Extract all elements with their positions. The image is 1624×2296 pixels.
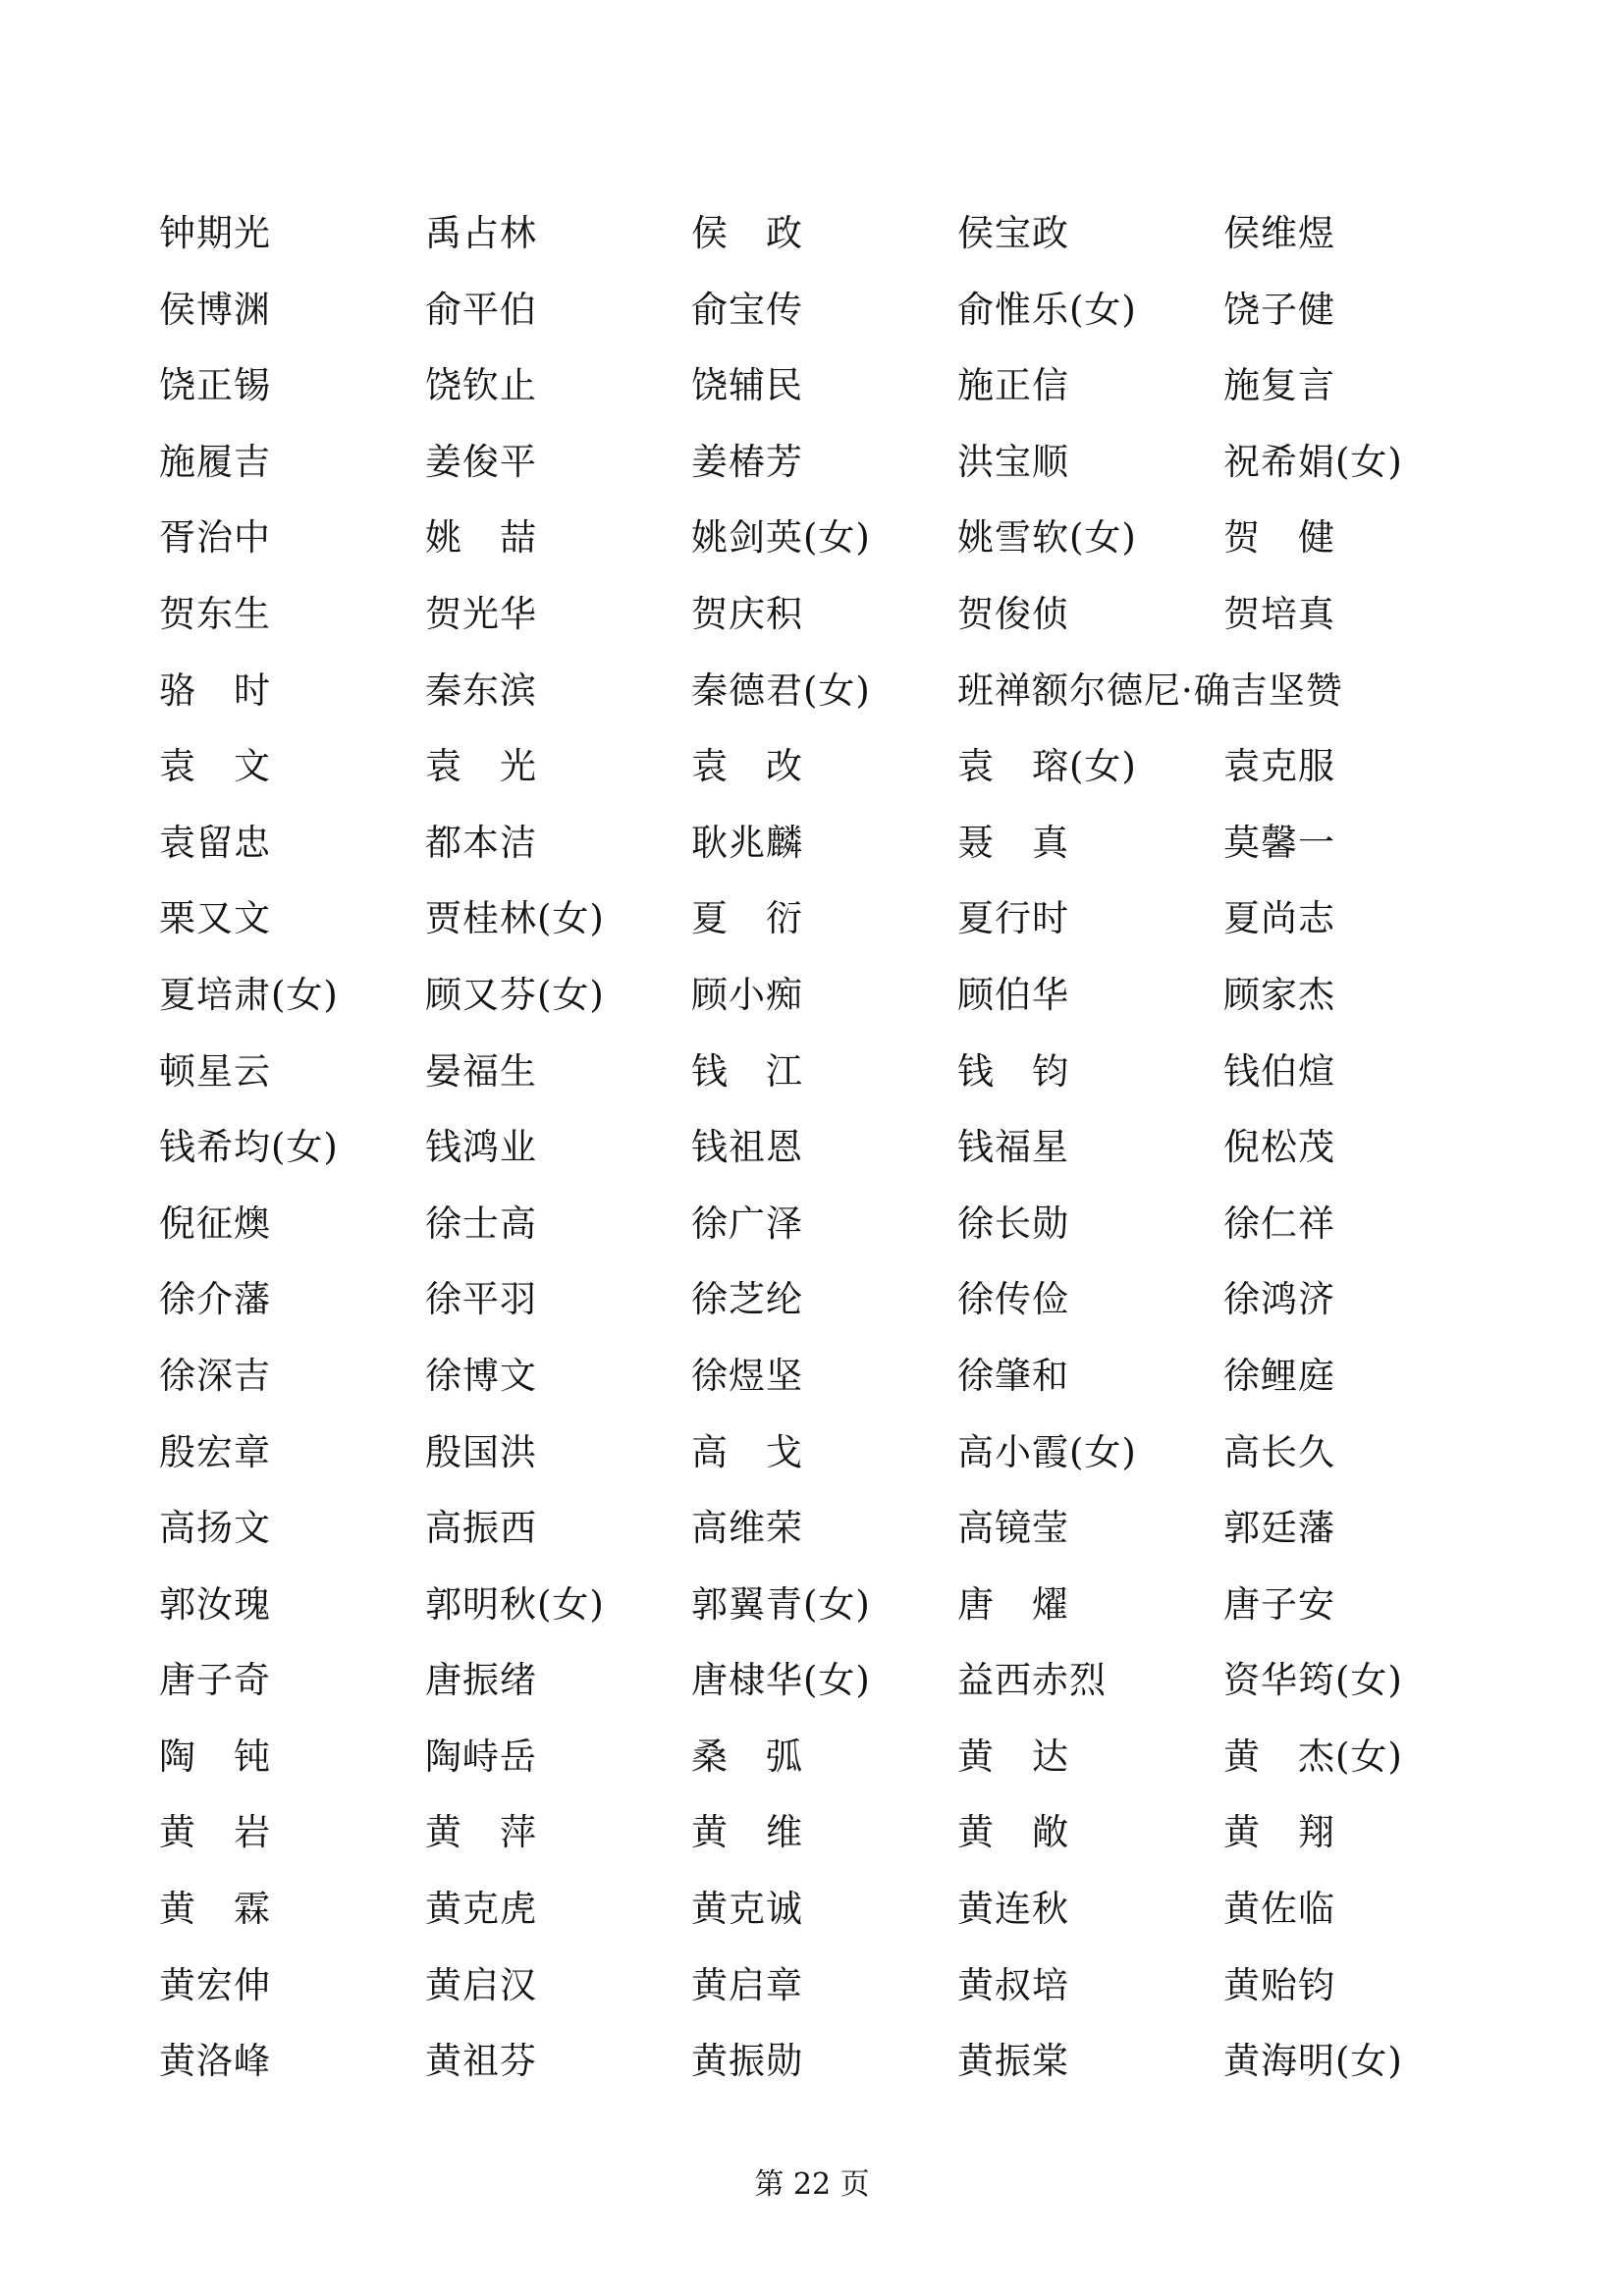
name-entry: 贾桂林(女) bbox=[425, 897, 605, 940]
name-entry: 饶子健 bbox=[1223, 288, 1335, 331]
name-entry: 黄洛峰 bbox=[159, 2040, 271, 2083]
name-entry: 黄 敞 bbox=[957, 1811, 1069, 1854]
name-entry: 高镜莹 bbox=[957, 1507, 1069, 1550]
name-entry: 禹占林 bbox=[425, 212, 537, 254]
name-entry: 顾小痴 bbox=[691, 973, 803, 1016]
name-entry: 贺东生 bbox=[159, 592, 271, 635]
name-entry: 倪征燠 bbox=[159, 1201, 271, 1245]
name-entry: 徐深吉 bbox=[159, 1354, 271, 1397]
name-entry: 黄海明(女) bbox=[1223, 2040, 1403, 2083]
name-entry: 郭翼青(女) bbox=[691, 1582, 871, 1626]
name-entry: 袁 光 bbox=[425, 745, 537, 788]
name-entry: 钱 钧 bbox=[957, 1049, 1069, 1093]
name-entry: 黄克虎 bbox=[425, 1888, 537, 1931]
name-entry: 俞宝传 bbox=[691, 288, 803, 331]
name-entry: 袁 瑢(女) bbox=[957, 745, 1137, 788]
name-entry: 贺培真 bbox=[1223, 592, 1335, 635]
name-entry: 钱伯煊 bbox=[1223, 1049, 1335, 1093]
name-entry: 夏行时 bbox=[957, 897, 1069, 940]
name-entry: 郭汝瑰 bbox=[159, 1582, 271, 1626]
name-entry: 班禅额尔德尼·确吉坚赞 bbox=[957, 668, 1343, 712]
name-entry: 黄 岩 bbox=[159, 1811, 271, 1854]
name-entry bbox=[1223, 661, 1534, 737]
name-entry: 高小霞(女) bbox=[957, 1430, 1137, 1473]
name-entry: 贺 健 bbox=[1223, 516, 1335, 560]
name-entry: 夏 衍 bbox=[691, 897, 803, 940]
name-entry: 高振西 bbox=[425, 1507, 537, 1550]
name-entry: 姚雪软(女) bbox=[957, 516, 1137, 560]
name-entry: 资华筠(女) bbox=[1223, 1659, 1403, 1702]
name-entry: 钱祖恩 bbox=[691, 1126, 803, 1169]
name-entry: 侯维煜 bbox=[1223, 212, 1335, 254]
name-entry: 高扬文 bbox=[159, 1507, 271, 1550]
name-entry: 郭明秋(女) bbox=[425, 1582, 605, 1626]
name-entry: 钟期光 bbox=[159, 212, 271, 254]
name-entry: 侯 政 bbox=[691, 212, 803, 254]
name-entry: 唐子奇 bbox=[159, 1659, 271, 1702]
name-entry: 施正信 bbox=[957, 364, 1069, 407]
name-entry: 唐振绪 bbox=[425, 1659, 537, 1702]
name-entry: 黄 翔 bbox=[1223, 1811, 1335, 1854]
name-entry: 黄振勋 bbox=[691, 2040, 803, 2083]
name-entry: 贺庆积 bbox=[691, 592, 803, 635]
name-entry: 顾家杰 bbox=[1223, 973, 1335, 1016]
name-entry: 顿星云 bbox=[159, 1049, 271, 1093]
name-entry: 黄 杰(女) bbox=[1223, 1735, 1403, 1778]
name-entry: 徐介藩 bbox=[159, 1278, 271, 1321]
name-entry: 都本洁 bbox=[425, 821, 537, 864]
name-entry: 夏尚志 bbox=[1223, 897, 1335, 940]
name-entry: 黄振棠 bbox=[957, 2040, 1069, 2083]
name-entry: 徐鸿济 bbox=[1223, 1278, 1335, 1321]
page-number: 第 22 页 bbox=[754, 2167, 870, 2202]
name-entry: 高维荣 bbox=[691, 1507, 803, 1550]
name-entry: 栗又文 bbox=[159, 897, 271, 940]
name-entry: 袁克服 bbox=[1223, 745, 1335, 788]
name-entry: 袁 文 bbox=[159, 745, 271, 788]
name-entry: 饶辅民 bbox=[691, 364, 803, 407]
name-entry: 晏福生 bbox=[425, 1049, 537, 1093]
name-entry: 徐广泽 bbox=[691, 1201, 803, 1245]
name-entry: 施履吉 bbox=[159, 440, 271, 483]
name-entry: 陶 钝 bbox=[159, 1735, 271, 1778]
name-entry: 徐士高 bbox=[425, 1201, 537, 1245]
name-entry: 徐肇和 bbox=[957, 1354, 1069, 1397]
name-entry: 黄启汉 bbox=[425, 1963, 537, 2006]
name-entry: 唐子安 bbox=[1223, 1582, 1335, 1626]
name-entry: 黄克诚 bbox=[691, 1888, 803, 1931]
name-entry: 袁留忠 bbox=[159, 821, 271, 864]
name-entry: 黄 霖 bbox=[159, 1888, 271, 1931]
name-entry: 黄连秋 bbox=[957, 1888, 1069, 1931]
name-entry: 黄叔培 bbox=[957, 1963, 1069, 2006]
name-entry: 黄 达 bbox=[957, 1735, 1069, 1778]
name-entry: 俞平伯 bbox=[425, 288, 537, 331]
name-entry: 黄启章 bbox=[691, 1963, 803, 2006]
name-entry: 姚 喆 bbox=[425, 516, 537, 560]
name-entry: 莫馨一 bbox=[1223, 821, 1335, 864]
name-entry: 钱 江 bbox=[691, 1049, 803, 1093]
name-entry: 徐芝纶 bbox=[691, 1278, 803, 1321]
name-entry: 姜椿芳 bbox=[691, 440, 803, 483]
name-entry: 袁 改 bbox=[691, 745, 803, 788]
name-entry: 高长久 bbox=[1223, 1430, 1335, 1473]
name-entry: 黄宏伸 bbox=[159, 1963, 271, 2006]
name-entry: 夏培肃(女) bbox=[159, 973, 339, 1016]
name-entry: 徐博文 bbox=[425, 1354, 537, 1397]
name-entry: 秦东滨 bbox=[425, 668, 537, 712]
name-entry: 益西赤烈 bbox=[957, 1659, 1107, 1702]
name-entry: 秦德君(女) bbox=[691, 668, 871, 712]
name-entry: 聂 真 bbox=[957, 821, 1069, 864]
name-entry: 耿兆麟 bbox=[691, 821, 803, 864]
name-entry: 陶峙岳 bbox=[425, 1735, 537, 1778]
name-entry: 殷宏章 bbox=[159, 1430, 271, 1473]
name-entry: 钱鸿业 bbox=[425, 1126, 537, 1169]
name-entry: 黄 萍 bbox=[425, 1811, 537, 1854]
name-entry: 洪宝顺 bbox=[957, 440, 1069, 483]
name-entry: 饶正锡 bbox=[159, 364, 271, 407]
name-entry: 钱希均(女) bbox=[159, 1126, 339, 1169]
name-entry: 黄佐临 bbox=[1223, 1888, 1335, 1931]
name-entry: 黄 维 bbox=[691, 1811, 803, 1854]
name-entry: 祝希娟(女) bbox=[1223, 440, 1403, 483]
name-entry: 徐鲤庭 bbox=[1223, 1354, 1335, 1397]
name-entry: 顾伯华 bbox=[957, 973, 1069, 1016]
name-entry: 施复言 bbox=[1223, 364, 1335, 407]
name-entry: 侯博渊 bbox=[159, 288, 271, 331]
name-entry: 俞惟乐(女) bbox=[957, 288, 1137, 331]
name-entry: 殷国洪 bbox=[425, 1430, 537, 1473]
name-entry: 胥治中 bbox=[159, 516, 271, 560]
name-entry: 贺光华 bbox=[425, 592, 537, 635]
name-entry: 姚剑英(女) bbox=[691, 516, 871, 560]
name-entry: 黄祖芬 bbox=[425, 2040, 537, 2083]
name-entry: 徐仁祥 bbox=[1223, 1201, 1335, 1245]
name-entry: 徐煜坚 bbox=[691, 1354, 803, 1397]
name-entry: 骆 时 bbox=[159, 668, 271, 712]
name-entry: 顾又芬(女) bbox=[425, 973, 605, 1016]
name-entry: 黄贻钧 bbox=[1223, 1963, 1335, 2006]
name-entry: 侯宝政 bbox=[957, 212, 1069, 254]
name-entry: 唐棣华(女) bbox=[691, 1659, 871, 1702]
name-entry: 高 戈 bbox=[691, 1430, 803, 1473]
name-entry: 倪松茂 bbox=[1223, 1126, 1335, 1169]
name-entry: 徐传俭 bbox=[957, 1278, 1069, 1321]
name-entry: 唐 燿 bbox=[957, 1582, 1069, 1626]
name-list bbox=[159, 203, 1534, 2108]
name-entry: 贺俊侦 bbox=[957, 592, 1069, 635]
name-entry: 郭廷藩 bbox=[1223, 1507, 1335, 1550]
name-entry: 徐长勋 bbox=[957, 1201, 1069, 1245]
name-entry: 姜俊平 bbox=[425, 440, 537, 483]
name-entry: 钱福星 bbox=[957, 1126, 1069, 1169]
name-entry: 饶钦止 bbox=[425, 364, 537, 407]
name-entry: 徐平羽 bbox=[425, 1278, 537, 1321]
name-entry: 桑 弧 bbox=[691, 1735, 803, 1778]
